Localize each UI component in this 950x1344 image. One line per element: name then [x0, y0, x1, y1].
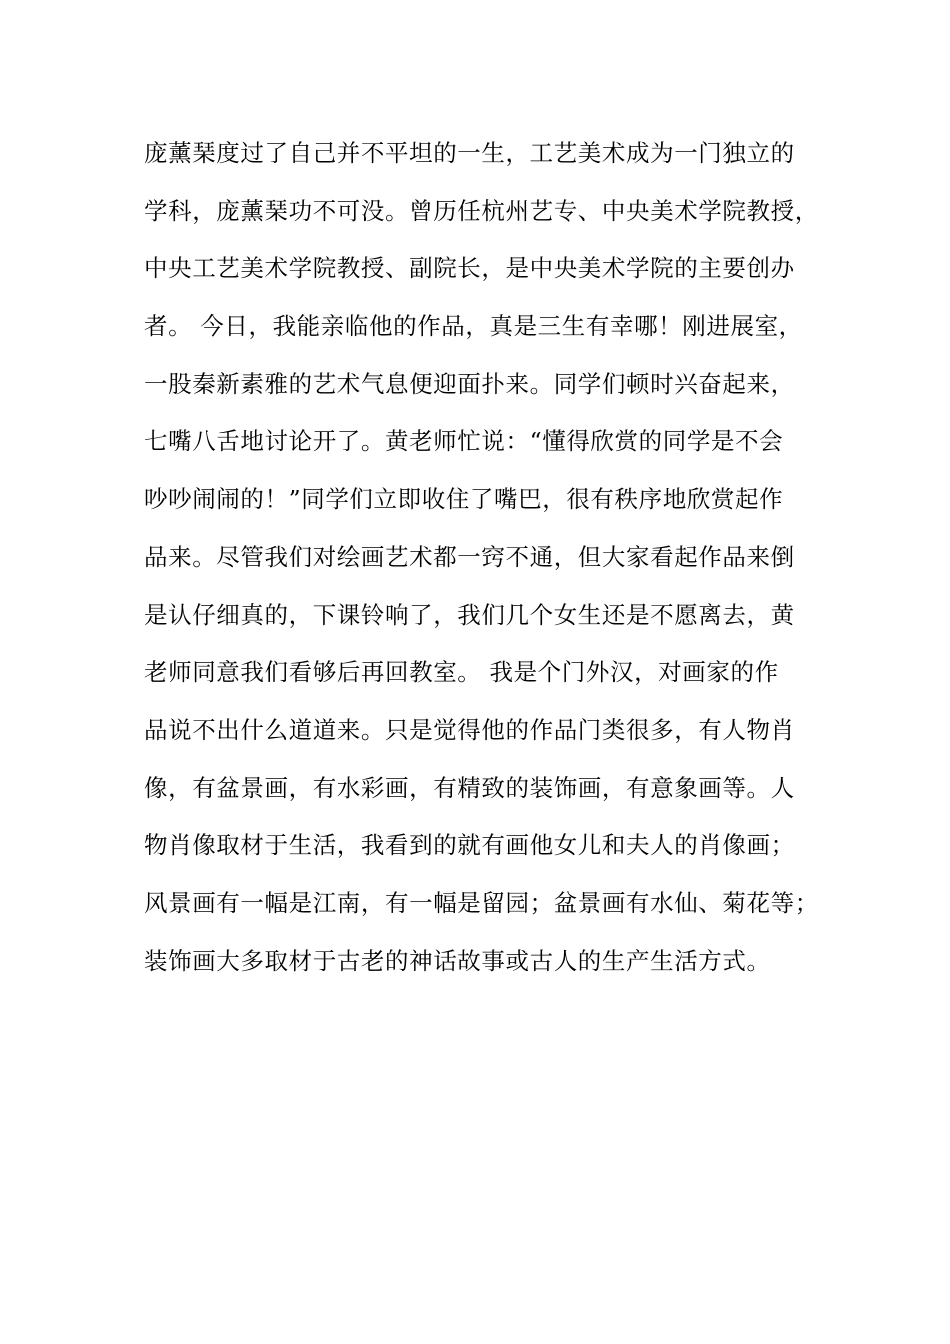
text-line-15: 装饰画大多取材于古老的神话故事或古人的生产生活方式。: [144, 946, 771, 975]
text-line-11: 品说不出什么道道来。只是觉得他的作品门类很多，有人物肖: [144, 715, 795, 744]
text-line-2: 学科，庞薰琹功不可没。曾历任杭州艺专、中央美术学院教授，: [144, 196, 819, 225]
text-line-7: 吵吵闹闹的！”同学们立即收住了嘴巴，很有秩序地欣赏起作: [144, 485, 784, 514]
text-line-6: 七嘴八舌地讨论开了。黄老师忙说：“懂得欣赏的同学是不会: [144, 427, 784, 456]
text-line-14: 风景画有一幅是江南，有一幅是留园；盆景画有水仙、菊花等；: [144, 888, 819, 917]
text-line-4: 者。 今日，我能亲临他的作品，真是三生有幸哪！刚进展室，: [144, 312, 803, 341]
text-line-8: 品来。尽管我们对绘画艺术都一窍不通，但大家看起作品来倒: [144, 542, 795, 571]
text-line-5: 一股秦新素雅的艺术气息便迎面扑来。同学们顿时兴奋起来，: [144, 369, 795, 398]
text-line-13: 物肖像取材于生活，我看到的就有画他女儿和夫人的肖像画；: [144, 831, 795, 860]
text-line-12: 像，有盆景画，有水彩画，有精致的装饰画，有意象画等。人: [144, 773, 795, 802]
text-line-1: 庞薰琹度过了自己并不平坦的一生，工艺美术成为一门独立的: [144, 139, 795, 167]
body-text: [144, 128, 824, 993]
text-line-3: 中央工艺美术学院教授、副院长，是中央美术学院的主要创办: [144, 254, 795, 283]
text-line-9: 是认仔细真的，下课铃响了，我们几个女生还是不愿离去，黄: [144, 600, 795, 629]
text-line-10: 老师同意我们看够后再回教室。 我是个门外汉，对画家的作: [144, 658, 779, 687]
